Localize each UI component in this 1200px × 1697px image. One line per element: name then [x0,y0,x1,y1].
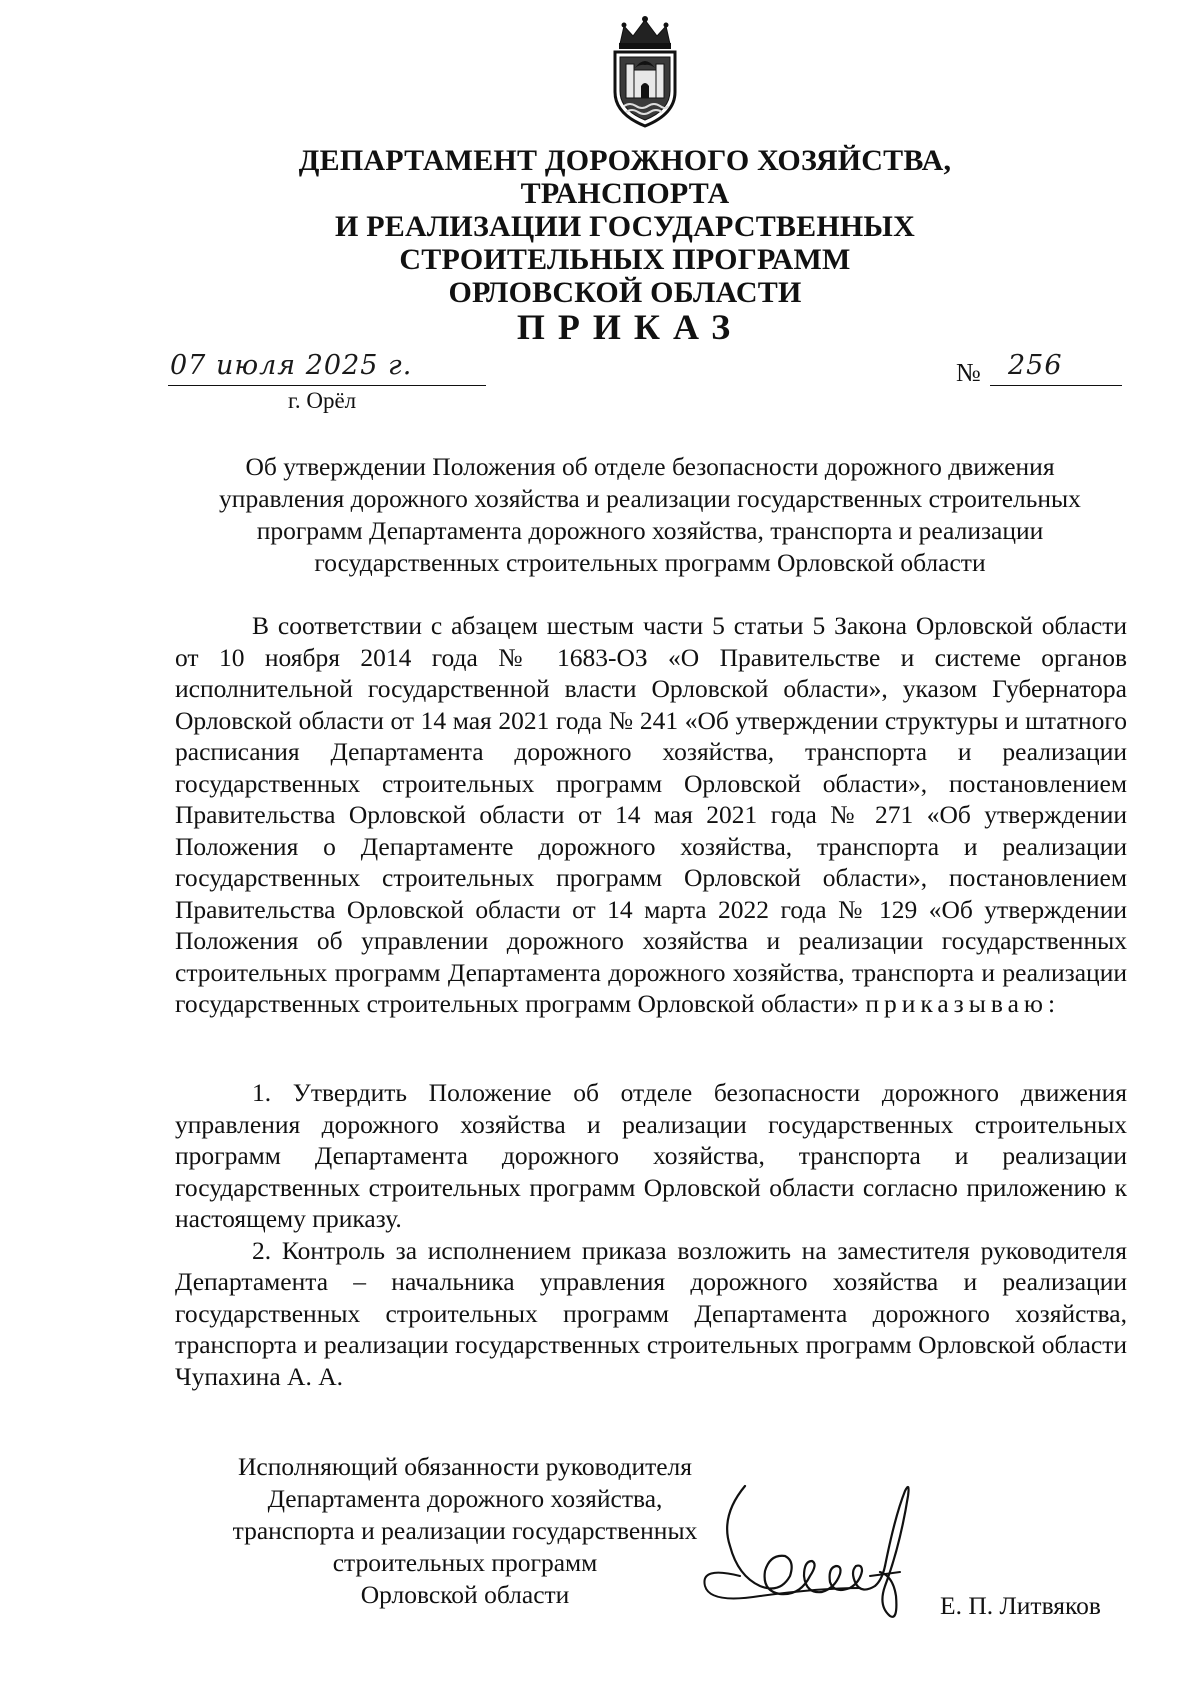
department-title-line: СТРОИТЕЛЬНЫХ ПРОГРАММ [399,243,851,276]
date-underline [168,385,486,386]
signer-position-line: транспорта и реализации государственных [232,1516,698,1545]
coat-of-arms-icon [600,14,690,132]
signer-position [200,1451,730,1611]
department-title [200,144,1050,309]
document-type-heading: ПРИКАЗ [516,307,744,347]
signer-position-line: Департамента дорожного хозяйства, [267,1484,663,1513]
signer-position-line: строительных программ [332,1548,598,1577]
subject-line: управления дорожного хозяйства и реализации государственных строительных [219,484,1081,513]
subject-line: Об утверждении Положения об отделе безопасности дорожного движения [245,452,1055,481]
subject-line: программ Департамента дорожного хозяйства, транспорта и реализации [256,516,1044,545]
department-title-line: ОРЛОВСКОЙ ОБЛАСТИ [448,276,802,309]
handwritten-number: 256 [1008,350,1063,381]
preamble-paragraph [175,610,1127,1020]
subject-line: государственных строительных программ Орловской области [314,548,986,577]
handwritten-signature [700,1476,940,1626]
order-subject [175,451,1125,579]
order-word: приказываю: [865,989,1061,1018]
signer-name: Е. П. Литвяков [940,1591,1101,1620]
order-items [175,1077,1127,1392]
number-label: № [956,358,981,387]
department-title-line: ДЕПАРТАМЕНТ ДОРОЖНОГО ХОЗЯЙСТВА, ТРАНСПОРТА [298,144,952,210]
signer-position-line: Исполняющий обязанности руководителя [237,1452,693,1481]
order-item: 1. Утвердить Положение об отделе безопасности дорожного движения управления дорожного хозяйства и реализации государственных строительных программ Департамента дорожного хозяйства, транспорта и реализации государственных строительных программ Орловской области согласно приложению к настоящему приказу. [175,1078,1127,1233]
order-item: 2. Контроль за исполнением приказа возложить на заместителя руководителя Департамента – начальника управления дорожного хозяйства и реализации государственных строительных программ Департамента дорожного хозяйства, транспорта и реализации государственных строительных программ Орловской области Чупахина А. А. [175,1235,1127,1391]
number-underline [990,385,1122,386]
city-label: г. Орёл [288,388,357,413]
signer-position-line: Орловской области [360,1580,570,1609]
preamble-text: В соответствии с абзацем шестым части 5 статьи 5 Закона Орловской области от 10 ноября 2014 года № 1683-ОЗ «О Правительстве и системе органов исполнительной государственной власти Орловской области», указом Губернатора Орловской области от 14 мая 2021 года № 241 «Об утверждении структуры и штатного расписания Департамента дорожного хозяйства, транспорта и реализации государственных строительных программ Орловской области», постановлением Правительства Орловской области от 14 мая 2021 года № 271 «Об утверждении Положения о Департаменте дорожного хозяйства, транспорта и реализации государственных строительных программ Орловской области», постановлением Правительства Орловской области от 14 марта 2022 года № 129 «Об утверждении Положения об управлении дорожного хозяйства и реализации государственных строительных программ Департамента дорожного хозяйства, транспорта и реализации государственных строительных программ Орловской области» [175,611,1127,1018]
department-title-line: И РЕАЛИЗАЦИИ ГОСУДАРСТВЕННЫХ [335,210,915,243]
handwritten-date: 07 июля 2025 г. [170,350,413,381]
